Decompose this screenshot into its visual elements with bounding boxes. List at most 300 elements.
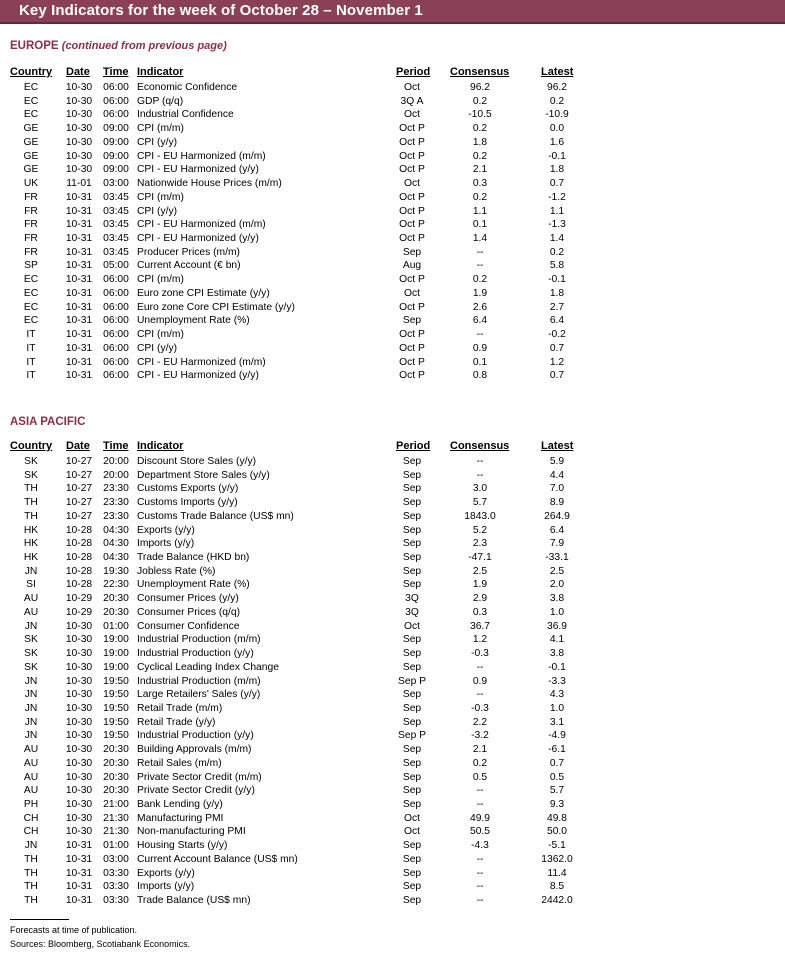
latest-cell: -3.3 [548,675,566,687]
country-cell: AU [23,785,39,797]
indicator-cell: Manufacturing PMI [137,812,224,824]
period-cell: Sep [402,648,422,660]
asia-title: ASIA PACIFIC [10,416,86,428]
table-row [0,482,785,496]
date-cell: 10-31 [65,191,93,203]
date-cell: 10-28 [65,565,93,577]
latest-cell: 4.3 [549,689,565,701]
consensus-cell: -- [476,867,484,879]
date-cell: 10-30 [65,799,93,810]
consensus-cell: 0.2 [472,274,488,286]
date-cell: 10-31 [65,205,93,217]
footer-note: Forecasts at time of publication. [10,925,138,935]
date-cell: 10-30 [65,150,93,162]
time-cell: 20:30 [103,593,129,605]
date-cell: 10-31 [65,274,93,286]
consensus-cell: -10.5 [468,109,492,121]
consensus-cell: -4.3 [471,840,489,852]
date-cell: 10-30 [65,771,93,783]
latest-cell: 1.6 [549,136,565,148]
consensus-cell: 0.3 [472,606,488,618]
consensus-cell: -3.2 [471,730,489,742]
period-cell: Sep [402,552,422,564]
indicator-cell: Euro zone CPI Estimate (y/y) [137,287,270,299]
latest-cell: 1.8 [549,287,565,299]
country-cell: JN [24,620,38,632]
time-cell: 20:30 [103,771,129,783]
table-row [0,455,785,469]
period-cell: Oct P [399,274,425,286]
table-row [0,136,785,150]
indicator-cell: CPI - EU Harmonized (m/m) [137,219,266,231]
table-row [0,524,785,538]
period-cell: 3Q [405,593,419,605]
period-cell: Sep [402,881,422,893]
period-cell: 3Q A [400,95,424,107]
time-cell: 06:00 [103,370,129,382]
header-indicator: Indicator [137,440,184,452]
consensus-cell: 36.7 [469,620,491,632]
date-cell: 10-30 [65,812,93,824]
latest-cell: 5.8 [549,260,565,272]
latest-cell: 0.2 [549,95,565,107]
table-row [0,702,785,716]
date-cell: 10-31 [65,287,93,299]
period-cell: Oct P [399,123,425,135]
country-cell: TH [24,497,38,509]
country-cell: EC [23,301,39,313]
date-cell: 10-30 [65,757,93,769]
consensus-cell: 0.2 [472,123,488,135]
indicator-cell: Customs Exports (y/y) [137,483,239,495]
latest-cell: 36.9 [546,620,568,632]
country-cell: EC [23,274,39,286]
europe-continued-note: (continued from previous page) [61,40,227,52]
header-indicator: Indicator [137,66,184,78]
latest-cell: 2442.0 [541,895,573,907]
consensus-cell: 6.4 [472,315,488,327]
date-cell: 10-31 [65,260,93,272]
consensus-cell: 0.2 [472,757,488,769]
time-cell: 06:00 [103,82,129,93]
date-cell: 10-31 [65,329,93,341]
latest-cell: 1.0 [549,702,565,714]
consensus-cell: 5.7 [472,497,488,509]
consensus-cell: 2.6 [472,301,488,313]
date-cell: 10-29 [65,606,93,618]
period-cell: 3Q [405,606,419,618]
indicator-cell: Euro zone Core CPI Estimate (y/y) [137,301,295,313]
indicator-cell: Industrial Production (m/m) [137,634,261,646]
date-cell: 10-30 [65,634,93,646]
header-time: Time [103,440,129,452]
latest-cell: -10.9 [545,109,569,121]
date-cell: 10-30 [65,675,93,687]
country-cell: UK [23,178,39,190]
country-cell: SP [24,260,38,272]
country-cell: EC [23,315,39,327]
consensus-cell: -- [476,456,484,467]
indicator-cell: Exports (y/y) [137,524,195,536]
date-cell: 10-31 [65,881,93,893]
time-cell: 06:00 [103,315,129,327]
time-cell: 20:30 [103,785,129,797]
date-cell: 10-28 [65,524,93,536]
header-date: Date [66,440,90,452]
table-row [0,675,785,689]
time-cell: 23:30 [103,483,129,495]
consensus-cell: 1.4 [472,233,488,245]
time-cell: 19:00 [103,661,129,673]
period-cell: Sep [402,689,422,701]
table-row [0,812,785,826]
period-cell: Oct [403,178,421,190]
indicator-cell: Industrial Production (y/y) [137,730,254,742]
date-cell: 10-30 [65,730,93,742]
time-cell: 23:30 [103,510,129,522]
indicator-cell: CPI - EU Harmonized (y/y) [137,164,259,176]
table-row [0,496,785,510]
latest-cell: 96.2 [546,82,568,93]
consensus-cell: -- [476,689,484,701]
footer-divider [10,919,69,920]
time-cell: 03:45 [103,233,129,245]
table-row [0,342,785,356]
country-cell: IT [26,356,36,368]
period-cell: Oct P [399,301,425,313]
header-country: Country [10,440,53,452]
date-cell: 10-30 [65,826,93,838]
consensus-cell: -- [476,853,484,865]
date-cell: 10-30 [65,689,93,701]
country-cell: SK [24,661,38,673]
country-cell: TH [24,867,38,879]
date-cell: 10-30 [65,123,93,135]
indicator-cell: Bank Lending (y/y) [137,799,223,810]
indicator-cell: Economic Confidence [137,82,238,93]
time-cell: 20:30 [103,757,129,769]
time-cell: 19:00 [103,634,129,646]
time-cell: 20:30 [103,744,129,756]
period-cell: Sep [402,510,422,522]
period-cell: Sep [402,853,422,865]
time-cell: 03:45 [103,246,129,258]
country-cell: CH [23,826,39,838]
time-cell: 05:00 [103,260,129,272]
indicator-cell: CPI - EU Harmonized (m/m) [137,356,266,368]
table-row [0,81,785,95]
indicator-cell: Jobless Rate (%) [137,565,216,577]
country-cell: SK [24,648,38,660]
period-cell: Oct P [399,205,425,217]
country-cell: AU [23,771,39,783]
indicator-cell: CPI (m/m) [137,123,184,135]
latest-cell: 6.4 [549,315,565,327]
indicator-cell: CPI (y/y) [137,205,178,217]
consensus-cell: -- [476,246,484,258]
period-cell: Oct [403,287,421,299]
consensus-cell: 0.2 [472,150,488,162]
indicator-cell: CPI (m/m) [137,329,184,341]
country-cell: SK [24,456,38,467]
period-cell: Oct [403,620,421,632]
indicator-cell: Consumer Confidence [137,620,240,632]
date-cell: 10-30 [65,136,93,148]
time-cell: 19:30 [103,565,129,577]
latest-cell: 4.4 [549,469,565,481]
table-row [0,314,785,328]
latest-cell: -5.1 [548,840,566,852]
europe-section-title [10,40,227,52]
indicator-cell: Private Sector Credit (y/y) [137,785,255,797]
table-row [0,633,785,647]
country-cell: TH [24,483,38,495]
time-cell: 19:50 [103,675,129,687]
indicator-cell: Industrial Production (m/m) [137,675,261,687]
time-cell: 21:00 [103,799,129,810]
country-cell: AU [23,744,39,756]
time-cell: 09:00 [103,150,129,162]
time-cell: 03:30 [103,895,129,907]
table-row [0,688,785,702]
latest-cell: 11.4 [547,867,567,879]
latest-cell: -0.1 [548,274,566,286]
consensus-cell: 1.2 [472,634,488,646]
table-row [0,880,785,894]
time-cell: 21:30 [103,812,129,824]
latest-cell: -1.2 [548,191,566,203]
date-cell: 10-30 [65,702,93,714]
consensus-cell: 2.2 [472,716,488,728]
table-row [0,95,785,109]
latest-cell: 2.5 [549,565,565,577]
country-cell: JN [24,675,38,687]
consensus-cell: -- [476,661,484,673]
consensus-cell: 1.9 [472,579,488,591]
country-cell: AU [23,757,39,769]
consensus-cell: 1.9 [472,287,488,299]
table-row [0,537,785,551]
date-cell: 10-31 [65,840,93,852]
period-cell: Sep [402,840,422,852]
consensus-cell: 5.2 [472,524,488,536]
period-cell: Oct P [399,191,425,203]
latest-cell: 0.7 [549,342,565,354]
latest-cell: 1.2 [549,356,565,368]
period-cell: Oct P [399,342,425,354]
period-cell: Oct P [399,233,425,245]
time-cell: 03:00 [103,853,129,865]
indicator-cell: CPI - EU Harmonized (y/y) [137,233,259,245]
latest-cell: -4.9 [548,730,566,742]
latest-cell: -0.2 [548,329,566,341]
consensus-cell: 0.1 [472,356,488,368]
consensus-cell: 2.1 [472,744,488,756]
country-cell: HK [23,524,39,536]
country-cell: FR [24,205,38,217]
consensus-cell: 96.2 [469,82,491,93]
date-cell: 10-31 [65,867,93,879]
indicator-cell: Industrial Confidence [137,109,234,121]
country-cell: AU [23,606,39,618]
time-cell: 09:00 [103,136,129,148]
country-cell: EC [23,287,39,299]
period-cell: Sep [402,538,422,550]
time-cell: 06:00 [103,301,129,313]
latest-cell: 2.0 [549,579,565,591]
consensus-cell: -0.3 [471,648,489,660]
indicator-cell: Retail Trade (m/m) [137,702,223,714]
consensus-cell: -- [476,329,484,341]
page-title: Key Indicators for the week of October 28 – November 1 [19,2,423,19]
latest-cell: 5.9 [549,456,565,467]
indicator-cell: CPI (y/y) [137,342,178,354]
consensus-cell: 0.5 [472,771,488,783]
time-cell: 19:50 [103,702,129,714]
time-cell: 20:00 [103,456,129,467]
table-row [0,177,785,191]
consensus-cell: -47.1 [468,552,492,564]
consensus-cell: 0.3 [472,178,488,190]
date-cell: 10-31 [65,219,93,231]
latest-cell: 0.7 [549,757,565,769]
time-cell: 03:45 [103,191,129,203]
date-cell: 10-28 [65,579,93,591]
table-row [0,592,785,606]
period-cell: Sep [402,634,422,646]
title-banner [0,0,785,24]
table-row [0,273,785,287]
indicator-cell: Unemployment Rate (%) [137,315,250,327]
date-cell: 10-31 [65,356,93,368]
indicator-cell: Nationwide House Prices (m/m) [137,178,282,190]
table-row [0,771,785,785]
consensus-cell: 0.1 [472,219,488,231]
country-cell: SK [24,469,38,481]
table-row [0,743,785,757]
period-cell: Sep [402,702,422,714]
date-cell: 10-27 [65,469,93,481]
table-row [0,784,785,798]
consensus-cell: 49.9 [469,812,491,824]
latest-cell: 50.0 [546,826,568,838]
latest-cell: 1.0 [549,606,565,618]
latest-cell: -33.1 [545,552,569,564]
period-cell: Sep [402,524,422,536]
country-cell: JN [24,716,38,728]
country-cell: EC [23,95,39,107]
indicator-cell: Trade Balance (HKD bn) [137,552,250,564]
indicator-cell: Cyclical Leading Index Change [137,661,279,673]
time-cell: 03:00 [103,178,129,190]
period-cell: Sep [402,661,422,673]
indicator-cell: Retail Sales (m/m) [137,757,222,769]
table-row [0,356,785,370]
date-cell: 10-27 [65,510,93,522]
consensus-cell: -0.3 [471,702,489,714]
table-row [0,620,785,634]
latest-cell: 264.9 [544,510,570,522]
header-consensus: Consensus [450,66,510,78]
period-cell: Sep [402,867,422,879]
country-cell: PH [23,799,39,810]
date-cell: 10-30 [65,716,93,728]
date-cell: 10-30 [65,661,93,673]
table-row [0,661,785,675]
asia-section-title [10,416,85,428]
time-cell: 19:50 [103,730,129,742]
table-row [0,469,785,483]
table-row [0,757,785,771]
consensus-cell: 0.2 [472,191,488,203]
indicator-cell: Consumer Prices (q/q) [137,606,240,618]
consensus-cell: 1.1 [472,205,488,217]
indicator-cell: GDP (q/q) [137,95,184,107]
time-cell: 06:00 [103,342,129,354]
period-cell: Sep [402,483,422,495]
consensus-cell: 2.1 [472,164,488,176]
period-cell: Sep [402,757,422,769]
period-cell: Oct P [399,164,425,176]
date-cell: 10-31 [65,853,93,865]
time-cell: 03:45 [103,205,129,217]
header-time: Time [103,66,129,78]
latest-cell: 3.8 [549,593,565,605]
latest-cell: 6.4 [549,524,565,536]
consensus-cell: -- [476,469,484,481]
date-cell: 10-31 [65,342,93,354]
date-cell: 10-27 [65,483,93,495]
latest-cell: 1.4 [549,233,565,245]
country-cell: FR [24,219,38,231]
indicator-cell: Housing Starts (y/y) [137,840,228,852]
period-cell: Sep P [397,730,427,742]
country-cell: FR [24,246,38,258]
indicator-cell: Current Account (€ bn) [137,260,241,272]
date-cell: 10-30 [65,164,93,176]
table-row [0,328,785,342]
country-cell: GE [23,150,39,162]
country-cell: JN [24,730,38,742]
time-cell: 01:00 [103,620,129,632]
period-cell: Sep [402,456,422,467]
header-country: Country [10,66,53,78]
time-cell: 06:00 [103,274,129,286]
country-cell: SI [26,579,36,591]
table-row [0,232,785,246]
period-cell: Sep [402,716,422,728]
time-cell: 19:50 [103,689,129,701]
latest-cell: 49.8 [546,812,568,824]
table-row [0,122,785,136]
period-cell: Oct [403,109,421,121]
date-cell: 10-30 [65,620,93,632]
indicator-cell: Unemployment Rate (%) [137,579,250,591]
date-cell: 10-31 [65,233,93,245]
country-cell: TH [24,510,38,522]
europe-title: EUROPE [10,40,59,52]
latest-cell: 9.3 [549,799,565,810]
header-consensus: Consensus [450,440,510,452]
date-cell: 10-27 [65,456,93,467]
indicator-cell: Discount Store Sales (y/y) [137,456,257,467]
period-cell: Oct P [399,219,425,231]
latest-cell: 0.7 [549,178,565,190]
latest-cell: 2.7 [549,301,565,313]
time-cell: 09:00 [103,164,129,176]
consensus-cell: 50.5 [469,826,491,838]
indicator-cell: Industrial Production (y/y) [137,648,254,660]
